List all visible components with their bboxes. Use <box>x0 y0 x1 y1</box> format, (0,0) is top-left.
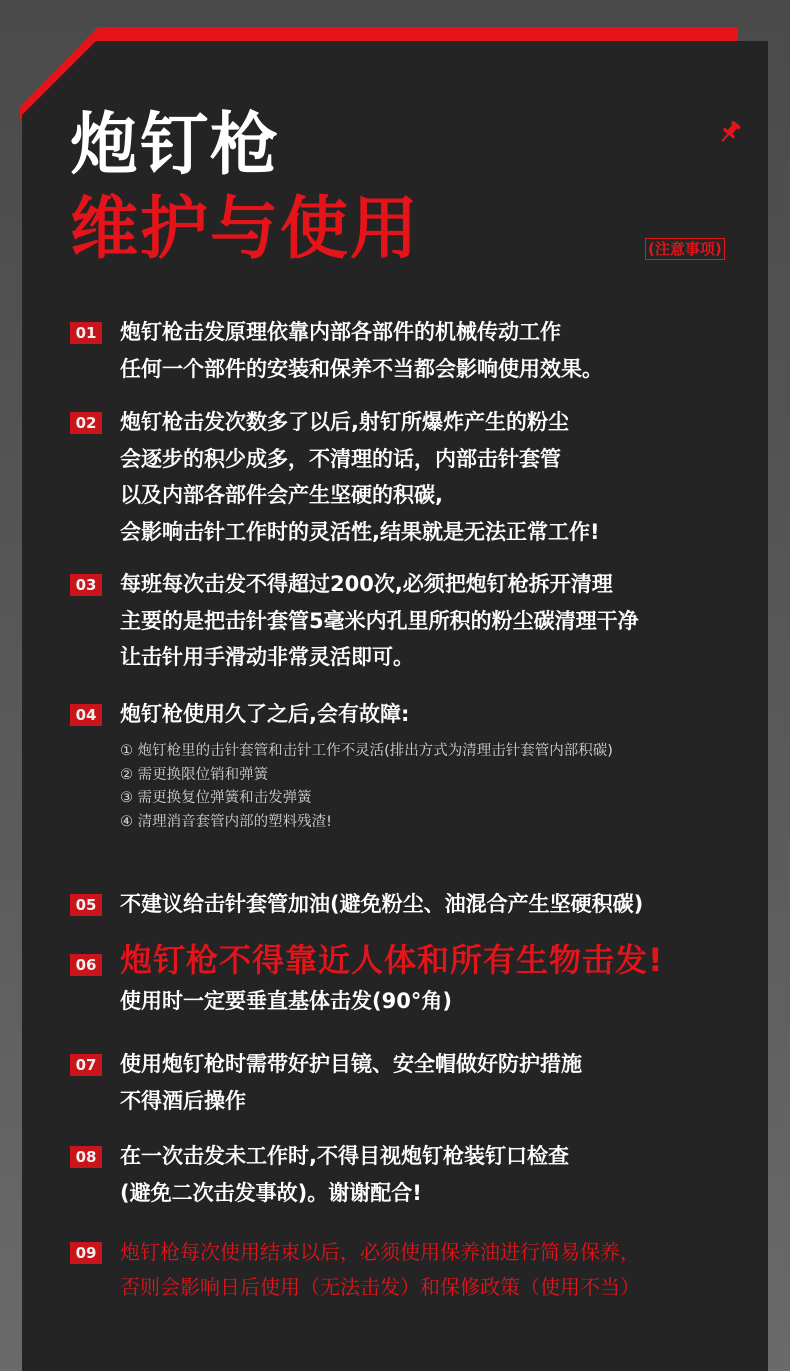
item-text <box>120 1138 760 1211</box>
fault-item: ③ 需更换复位弹簧和击发弹簧 <box>120 790 312 806</box>
pushpin-icon <box>716 118 744 146</box>
item-text <box>120 314 760 387</box>
item-text <box>120 1046 760 1119</box>
item-text <box>120 886 760 923</box>
item-number: 08 <box>70 1146 102 1168</box>
fault-item: ① 炮钉枪里的击针套管和击针工作不灵活(排出方式为清理击针套管内部积碳) <box>120 743 613 759</box>
item-number: 03 <box>70 574 102 596</box>
item-line: 让击针用手滑动非常灵活即可。 <box>120 645 414 669</box>
item-number: 07 <box>70 1054 102 1076</box>
item-number: 04 <box>70 704 102 726</box>
warning-headline: 炮钉枪不得靠近人体和所有生物击发! <box>120 941 664 979</box>
item-line: 不建议给击针套管加油(避免粉尘、油混合产生坚硬积碳) <box>120 892 644 916</box>
item-line: 在一次击发未工作时,不得目视炮钉枪装钉口检查 <box>120 1144 569 1168</box>
item-line: 主要的是把击针套管5毫米内孔里所积的粉尘碳清理干净 <box>120 608 639 633</box>
fault-item: ② 需更换限位销和弹簧 <box>120 766 269 783</box>
fault-item: ④ 清理消音套管内部的塑料残渣! <box>120 813 332 830</box>
item-line: 炮钉枪击发次数多了以后,射钉所爆炸产生的粉尘 <box>120 410 569 434</box>
item-text <box>120 566 760 676</box>
item-line: 会影响击针工作时的灵活性,结果就是无法正常工作! <box>120 519 600 544</box>
item-line: (避免二次击发事故)。谢谢配合! <box>120 1180 422 1205</box>
item-line: 任何一个部件的安装和保养不当都会影响使用效果。 <box>120 356 603 381</box>
item-number: 01 <box>70 322 102 344</box>
page-title: 炮钉枪 <box>70 106 281 185</box>
page-subtitle: 维护与使用 <box>70 190 421 269</box>
item-line: 每班每次击发不得超过200次,必须把炮钉枪拆开清理 <box>120 572 613 596</box>
item-text <box>120 937 760 1020</box>
item-text <box>120 696 760 733</box>
warranty-notice-line: 否则会影响日后使用（无法击发）和保修政策（使用不当） <box>120 1275 640 1299</box>
item-line: 以及内部各部件会产生坚硬的积碳, <box>120 483 443 507</box>
item-line: 使用时一定要垂直基体击发(90°角) <box>120 989 452 1013</box>
item-text <box>120 404 760 550</box>
item-line: 会逐步的积少成多，不清理的话，内部击针套管 <box>120 446 561 471</box>
warranty-notice-line: 炮钉枪每次使用结束以后，必须使用保养油进行简易保养， <box>120 1240 640 1264</box>
item-number: 02 <box>70 412 102 434</box>
item-line: 使用炮钉枪时需带好护目镜、安全帽做好防护措施 <box>120 1052 582 1076</box>
item-text <box>120 1235 760 1305</box>
item-number: 09 <box>70 1242 102 1264</box>
item-number: 06 <box>70 954 102 976</box>
item-line: 炮钉枪使用久了之后,会有故障: <box>120 702 410 726</box>
fault-list <box>120 740 760 834</box>
item-line: 不得酒后操作 <box>120 1088 246 1113</box>
item-number: 05 <box>70 894 102 916</box>
note-tag: (注意事项) <box>645 238 725 260</box>
item-line: 炮钉枪击发原理依靠内部各部件的机械传动工作 <box>120 320 561 344</box>
